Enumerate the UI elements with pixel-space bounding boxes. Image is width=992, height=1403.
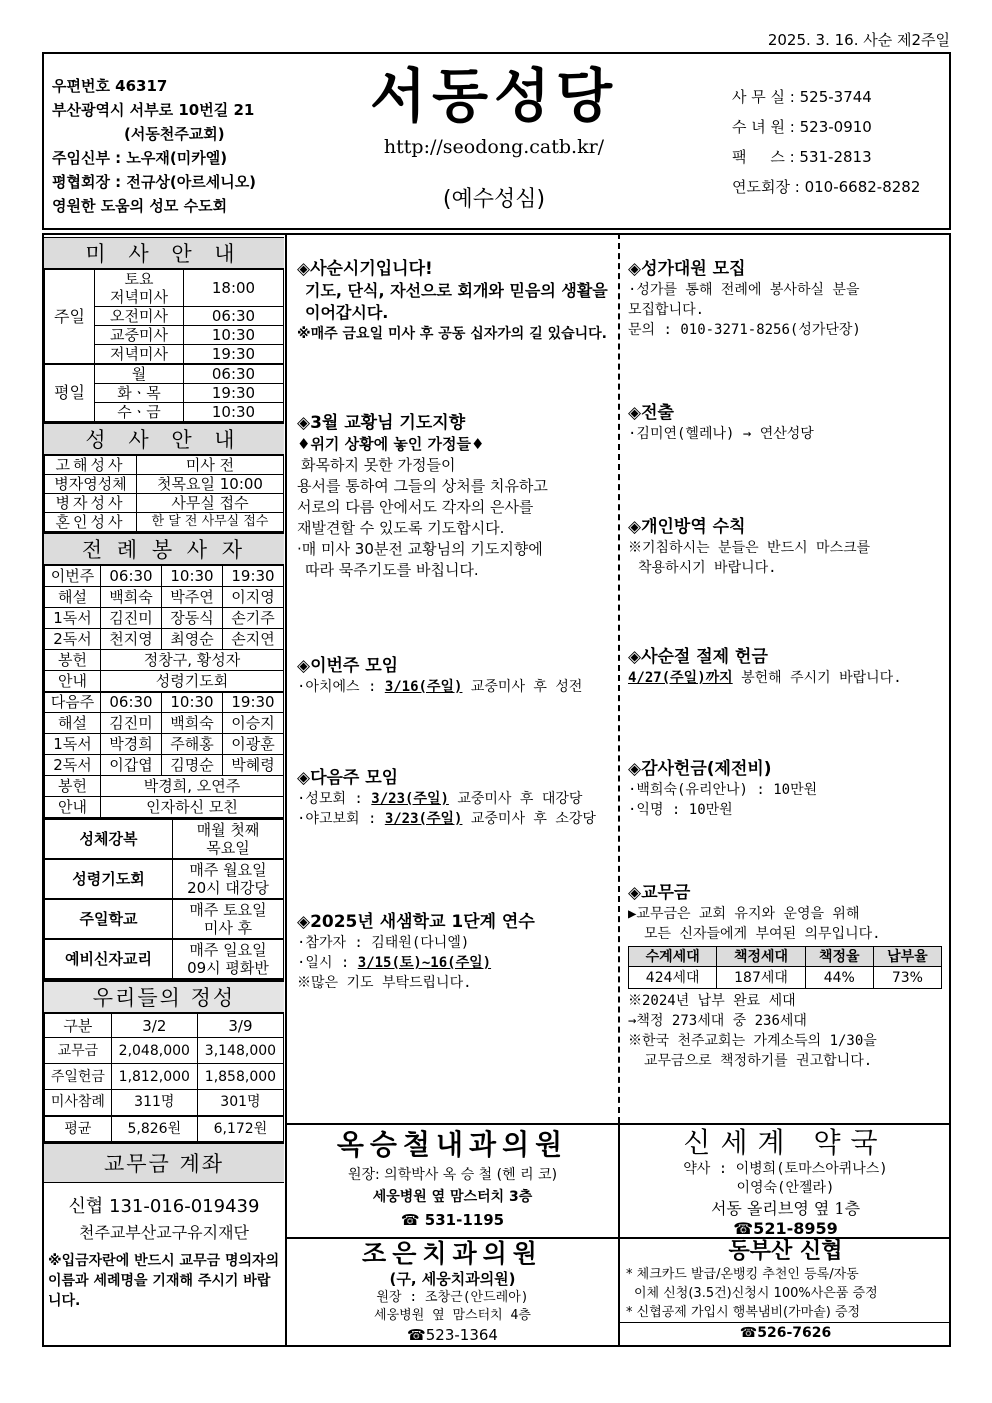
table-row <box>45 475 284 494</box>
item-date: 3/23(주일) <box>371 791 449 807</box>
ad-pharmacy-name: 신세계 약국 <box>683 1126 888 1159</box>
pastor: 주임신부 : 노우재(미카엘) <box>52 149 228 167</box>
ad-line: 이체 신청(3.5건)신청시 100%사은품 증정 <box>634 1286 878 1301</box>
ad-credit-union <box>620 1239 951 1343</box>
contact-sep: : <box>785 118 800 136</box>
dues-note: ※2024년 납부 완료 세대 <box>628 993 796 1009</box>
table-row <box>45 692 284 713</box>
mass-name: 교중미사 <box>95 326 184 345</box>
masthead <box>42 52 951 230</box>
contact-list <box>732 82 920 202</box>
table-row <box>45 939 284 979</box>
sacrament-name: 고해성사 <box>45 456 137 475</box>
mass-time: 10:30 <box>184 403 284 422</box>
server-name: 박경희 <box>101 734 162 755</box>
school-dates <box>297 953 617 973</box>
ad-line: (구, 세웅치과의원) <box>389 1270 516 1288</box>
table-row <box>629 967 942 989</box>
website-link[interactable]: http://seodong.catb.kr/ <box>383 136 605 158</box>
mask-line: ※기침하시는 분들은 반드시 마스크를 <box>628 540 871 556</box>
address: 부산광역시 서부로 10번길 21 <box>52 101 255 119</box>
choir-line: 모집합니다. <box>628 302 705 318</box>
ad-clinic <box>287 1126 618 1232</box>
server-role: 다음주 <box>45 692 101 713</box>
server-role: 봉헌 <box>45 650 101 671</box>
sacrament-name: 혼인성사 <box>45 513 137 532</box>
table-row <box>45 270 284 307</box>
server-name: 인자하신 모친 <box>101 797 284 818</box>
item-detail: 교중미사 후 대강당 <box>448 791 583 807</box>
server-role: 이번주 <box>45 566 101 587</box>
contact-sep: : <box>785 88 800 106</box>
account-note: ※입금자란에 반드시 교무금 명의자의 이름과 세례명을 기재해 주시기 바랍니다. <box>48 1253 280 1309</box>
ad-line: 원장 : 조창근(안드레아) <box>376 1290 529 1305</box>
dues-table <box>628 946 942 989</box>
right-column <box>628 258 946 1071</box>
table-row <box>45 819 284 859</box>
mass-day: 화ㆍ목 <box>95 384 184 403</box>
issue-date: 2025. 3. 16. 사순 제2주일 <box>767 31 950 49</box>
church-alt-name: (서동천주교회) <box>124 125 225 143</box>
sunday-label: 주일 <box>45 270 95 365</box>
contact-value: 523-0910 <box>799 118 872 136</box>
pope-intention-line: 재발견할 수 있도록 기도합시다. <box>297 519 505 537</box>
item-date: 4/27(주일)까지 <box>628 670 733 686</box>
server-name: 이갑엽 <box>101 755 162 776</box>
ad-line: 세웅병원 옆 맘스터치 3층 <box>372 1189 533 1205</box>
mass-time: 10:30 <box>184 326 284 345</box>
contact-value: 010-6682-8282 <box>804 178 921 196</box>
table-row <box>45 629 284 650</box>
thanks-line: ·익명 : 10만원 <box>628 802 733 818</box>
choir-line: 문의 : 010-3271-8256(성가단장) <box>628 322 861 338</box>
server-name: 손기주 <box>223 608 284 629</box>
table-row <box>45 713 284 734</box>
offering-header: 구분 <box>45 1014 112 1038</box>
offering-cell: 311명 <box>111 1090 197 1116</box>
mass-schedule-table <box>44 269 284 422</box>
server-role: 2독서 <box>45 755 101 776</box>
ad-phone: ☎ 531-1195 <box>400 1211 505 1229</box>
offering-header: 3/2 <box>111 1014 197 1038</box>
mass-day: 월 <box>95 364 184 384</box>
contact-sep: : <box>789 178 805 196</box>
dues-header: 납부율 <box>873 947 941 967</box>
server-role: 해설 <box>45 713 101 734</box>
table-row <box>45 456 284 475</box>
server-name: 백희숙 <box>162 713 223 734</box>
offering-cell: 5,826원 <box>111 1116 197 1142</box>
sacrament-name: 병자영성체 <box>45 475 137 494</box>
server-name: 19:30 <box>223 566 284 587</box>
table-row <box>45 899 284 939</box>
transfer-title: ◈전출 <box>628 403 674 423</box>
mass-time: 19:30 <box>184 384 284 403</box>
servers-title: 전 례 봉 사 자 <box>44 532 284 565</box>
server-role: 1독서 <box>45 608 101 629</box>
table-row <box>45 608 284 629</box>
table-row <box>45 671 284 692</box>
divider <box>285 1123 951 1125</box>
contact-value: 525-3744 <box>799 88 872 106</box>
mass-name: 오전미사 <box>95 307 184 326</box>
ad-line: * 체크카드 발급/온뱅킹 추천인 등록/자동 <box>626 1267 859 1282</box>
server-role: 안내 <box>45 797 101 818</box>
offering-cell: 평균 <box>45 1116 112 1142</box>
choir-line: ·성가를 통해 전례에 봉사하실 분을 <box>628 282 860 298</box>
choir-title: ◈성가대원 모집 <box>628 259 746 279</box>
dues-header: 수계세대 <box>629 947 717 967</box>
dues-cell: 44% <box>805 967 873 989</box>
ad-line: * 신협공제 가입시 행복냄비(가마솥) 증정 <box>620 1303 951 1323</box>
mass-day: 수ㆍ금 <box>95 403 184 422</box>
page-title: 서동성당 <box>369 62 619 130</box>
server-name: 김진미 <box>101 608 162 629</box>
dues-header: 책정세대 <box>717 947 805 967</box>
ad-line: 이영숙(안젤라) <box>736 1180 835 1196</box>
ad-pharmacy <box>620 1126 951 1239</box>
table-row <box>45 650 284 671</box>
server-name: 최영순 <box>162 629 223 650</box>
ad-phone: ☎526-7626 <box>739 1325 832 1341</box>
server-name: 06:30 <box>101 692 162 713</box>
ad-line: 서동 올리브영 옆 1층 <box>710 1199 861 1218</box>
dues-note: ※한국 천주교회는 가계소득의 1/30을 <box>628 1033 877 1049</box>
council-head: 평협회장 : 전규상(아르세니오) <box>52 173 257 191</box>
table-row <box>45 776 284 797</box>
offering-header: 3/9 <box>197 1014 283 1038</box>
table-row <box>45 1116 284 1142</box>
sacrament-info: 사무실 접수 <box>137 494 284 513</box>
motto: (예수성심) <box>442 187 546 212</box>
mass-time: 19:30 <box>184 345 284 365</box>
dues-title: ◈교무금 <box>628 883 691 903</box>
next-week-item <box>297 809 617 829</box>
table-row <box>45 755 284 776</box>
account-title: 교무금 계좌 <box>44 1142 284 1183</box>
thanks-line: ·백희숙(유리안나) : 10만원 <box>628 782 818 798</box>
item-detail: 봉헌해 주시기 바랍니다. <box>732 670 902 686</box>
group-name: 주일학교 <box>45 899 173 939</box>
contact-label: 수 녀 원 <box>732 118 786 136</box>
sacrament-name: 병자성사 <box>45 494 137 513</box>
next-week-title: ◈다음주 모임 <box>297 768 399 788</box>
table-row <box>45 513 284 532</box>
sacraments-title: 성 사 안 내 <box>44 422 284 455</box>
divider <box>618 233 620 1123</box>
contact-label: 연도회장 <box>732 178 790 196</box>
church-info <box>52 74 256 218</box>
school-title: ◈2025년 새샘학교 1단계 연수 <box>297 912 535 932</box>
thanks-offering-title: ◈감사헌금(제전비) <box>628 759 772 779</box>
offering-title: 우리들의 정성 <box>44 980 284 1013</box>
pope-intention-line: ·매 미사 30분전 교황님의 기도지향에 <box>297 540 543 558</box>
pope-intention-line: 화목하지 못한 가정들이 <box>301 456 456 474</box>
ad-clinic-name: 옥승철내과의원 <box>336 1128 569 1161</box>
server-role: 안내 <box>45 671 101 692</box>
group-schedule: 매주 일요일 09시 평화반 <box>173 939 284 979</box>
table-row <box>45 1090 284 1116</box>
servers-table <box>44 565 284 818</box>
left-column <box>44 237 284 1311</box>
offering-cell: 3,148,000 <box>197 1038 283 1064</box>
table-row <box>45 1064 284 1090</box>
offering-cell: 1,858,000 <box>197 1064 283 1090</box>
pope-intention-line: 용서를 통하여 그들의 상처를 치유하고 <box>297 477 548 495</box>
ad-line: 원장: 의학박사 옥 승 철 (헨 리 코) <box>347 1167 558 1183</box>
next-week-item <box>297 789 617 809</box>
server-name: 김진미 <box>101 713 162 734</box>
group-schedule: 매주 토요일 미사 후 <box>173 899 284 939</box>
this-week-title: ◈이번주 모임 <box>297 656 399 676</box>
pope-intention-title: ◈3월 교황님 기도지향 <box>297 413 466 433</box>
table-row <box>45 859 284 899</box>
server-name: 이지영 <box>223 587 284 608</box>
ad-dental <box>287 1239 618 1345</box>
mask-line: 착용하시기 바랍니다. <box>638 560 777 576</box>
groups-table <box>44 818 284 980</box>
table-row <box>45 494 284 513</box>
this-week-item <box>297 677 617 697</box>
server-name: 10:30 <box>162 692 223 713</box>
item-label: ·일시 : <box>297 955 358 971</box>
item-detail: 교중미사 후 소강당 <box>462 811 596 827</box>
offering-cell: 6,172원 <box>197 1116 283 1142</box>
lent-note: ※매주 금요일 미사 후 공동 십자가의 길 있습니다. <box>297 326 608 342</box>
dues-header: 책정율 <box>805 947 873 967</box>
server-name: 이광훈 <box>223 734 284 755</box>
offering-cell: 1,812,000 <box>111 1064 197 1090</box>
dues-cell: 187세대 <box>717 967 805 989</box>
table-row <box>45 364 284 384</box>
ad-dental-name: 조은치과의원 <box>362 1239 543 1268</box>
pope-intention-line: 따라 묵주기도를 바칩니다. <box>305 561 479 579</box>
contact-row <box>732 82 920 112</box>
group-name: 예비신자교리 <box>45 939 173 979</box>
account-number: 신협 131-016-019439 <box>68 1196 260 1217</box>
lent-title: ◈사순시기입니다! <box>297 259 433 279</box>
group-schedule: 매월 첫째 목요일 <box>173 819 284 859</box>
offering-table <box>44 1013 284 1142</box>
ad-credit-union-name: 동부산 신협 <box>728 1239 843 1264</box>
contact-row <box>732 142 920 172</box>
mask-title: ◈개인방역 수칙 <box>628 517 746 537</box>
table-row <box>45 734 284 755</box>
dues-note: 교무금으로 책정하기를 권고합니다. <box>644 1053 873 1069</box>
server-name: 김명순 <box>162 755 223 776</box>
server-role: 1독서 <box>45 734 101 755</box>
table-row <box>629 947 942 967</box>
religious-order: 영원한 도움의 성모 수도회 <box>52 197 228 215</box>
account-holder: 천주교부산교구유지재단 <box>78 1223 250 1242</box>
mass-name: 토요 저녁미사 <box>95 270 184 307</box>
group-schedule: 매주 월요일 20시 대강당 <box>173 859 284 899</box>
item-date: 3/16(주일) <box>384 679 463 695</box>
middle-column <box>297 258 617 993</box>
contact-value: 531-2813 <box>799 148 872 166</box>
ad-line: 약사 : 이병희(토마스아퀴나스) <box>683 1161 888 1177</box>
group-name: 성령기도회 <box>45 859 173 899</box>
server-role: 봉헌 <box>45 776 101 797</box>
mass-time: 06:30 <box>184 307 284 326</box>
school-participant: ·참가자 : 김태원(다니엘) <box>297 935 470 951</box>
postal-code: 우편번호 46317 <box>52 77 168 95</box>
server-role: 2독서 <box>45 629 101 650</box>
lent-offering-title: ◈사순절 절제 헌금 <box>628 647 768 667</box>
transfer-line: ·김미연(헬레나) → 연산성당 <box>628 426 814 442</box>
contact-label: 팩 스 <box>732 148 785 166</box>
pope-intention-line: 서로의 다름 안에서도 각자의 은사를 <box>297 498 534 516</box>
mass-title: 미 사 안 내 <box>44 237 284 269</box>
lent-offering-line <box>628 668 946 688</box>
offering-cell: 교무금 <box>45 1038 112 1064</box>
offering-cell: 미사참례 <box>45 1090 112 1116</box>
sacrament-info: 미사 전 <box>137 456 284 475</box>
server-name: 이승지 <box>223 713 284 734</box>
server-name: 주해홍 <box>162 734 223 755</box>
mass-time: 06:30 <box>184 364 284 384</box>
item-label: ·아치에스 : <box>297 679 385 695</box>
offering-cell: 2,048,000 <box>111 1038 197 1064</box>
item-date: 3/23(주일) <box>384 811 463 827</box>
server-name: 박혜령 <box>223 755 284 776</box>
contact-row <box>732 172 920 202</box>
sacrament-info: 첫목요일 10:00 <box>137 475 284 494</box>
table-row <box>45 566 284 587</box>
pope-intention-subtitle: ♦위기 상황에 놓인 가정들♦ <box>297 435 485 453</box>
dues-line: 모든 신자들에게 부여된 의무입니다. <box>644 926 881 942</box>
table-row <box>45 1038 284 1064</box>
contact-sep: : <box>784 148 800 166</box>
server-name: 10:30 <box>162 566 223 587</box>
server-name: 정창구, 황성자 <box>101 650 284 671</box>
table-row <box>45 587 284 608</box>
table-row <box>45 1014 284 1038</box>
school-note: ※많은 기도 부탁드립니다. <box>297 975 472 991</box>
item-label: ·성모회 : <box>297 791 372 807</box>
server-name: 천지영 <box>101 629 162 650</box>
ad-line: 세웅병원 옆 맘스터치 4층 <box>374 1308 531 1323</box>
server-role: 해설 <box>45 587 101 608</box>
server-name: 06:30 <box>101 566 162 587</box>
sacraments-table <box>44 455 284 532</box>
item-label: ·야고보회 : <box>297 811 385 827</box>
mass-time: 18:00 <box>184 270 284 307</box>
server-name: 19:30 <box>223 692 284 713</box>
sacrament-info: 한 달 전 사무실 접수 <box>137 513 284 532</box>
server-name: 손지연 <box>223 629 284 650</box>
dues-cell: 424세대 <box>629 967 717 989</box>
weekday-label: 평일 <box>45 364 95 422</box>
dues-cell: 73% <box>873 967 941 989</box>
dues-note: →책정 273세대 중 236세대 <box>628 1013 807 1029</box>
offering-cell: 301명 <box>197 1090 283 1116</box>
item-detail: 교중미사 후 성전 <box>462 679 583 695</box>
offering-cell: 주일헌금 <box>45 1064 112 1090</box>
item-date: 3/15(토)~16(주일) <box>357 955 492 971</box>
server-name: 장동식 <box>162 608 223 629</box>
table-row <box>45 797 284 818</box>
ad-phone: ☎521-8959 <box>733 1219 838 1238</box>
ad-phone: ☎523-1364 <box>407 1326 498 1344</box>
mass-name: 저녁미사 <box>95 345 184 365</box>
server-name: 박경희, 오연주 <box>101 776 284 797</box>
dues-line: ▶교무금은 교회 유지와 운영을 위해 <box>628 906 860 922</box>
contact-row <box>732 112 920 142</box>
server-name: 성령기도회 <box>101 671 284 692</box>
lent-message: 기도, 단식, 자선으로 회개와 믿음의 생활을 이어갑시다. <box>305 281 608 322</box>
group-name: 성체강복 <box>45 819 173 859</box>
contact-label: 사 무 실 <box>732 88 786 106</box>
server-name: 박주연 <box>162 587 223 608</box>
server-name: 백희숙 <box>101 587 162 608</box>
